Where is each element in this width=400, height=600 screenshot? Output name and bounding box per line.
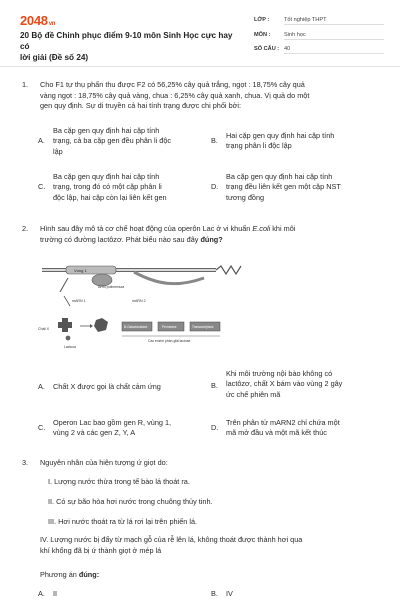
figure-lactose-label: Lactoza	[64, 345, 76, 349]
q3-option-b[interactable]: B. IV	[211, 589, 233, 598]
q1-option-b[interactable]: B. Hai cặp gen quy định hai cặp tính trạng phân li độc lập	[211, 131, 335, 151]
statement-item: IV. Lượng nước bị đẩy từ mạch gỗ của rễ lên lá, không thoát được thành hơi qua khí khổng đã bị ứ thành giọt ở mép lá	[40, 535, 303, 555]
document-header	[0, 0, 400, 64]
q1-option-a[interactable]: A. Ba cặp gen quy định hai cặp tính trạng, cả ba cặp gen đều phân li độc lập	[38, 126, 172, 156]
lac-operon-figure	[36, 258, 252, 358]
q3-option-a[interactable]: A. II	[38, 589, 58, 598]
figure-mrna2-label: mARN 2	[132, 299, 146, 303]
figure-substance-x-label: Chất X	[38, 327, 49, 331]
answer-prompt: Phương án đúng:	[40, 570, 100, 579]
figure-gene-y-label: Permease	[162, 325, 177, 329]
q1-option-d[interactable]: D. Ba cặp gen quy định hai cặp tính trạng đều liên kết gen một cặp NST tương đồng	[211, 172, 341, 202]
question-1	[22, 80, 392, 120]
question-2	[22, 224, 392, 248]
q2-option-b[interactable]: B. Khi môi trường nội bào không có lactôzơ, chất X bám vào vùng 2 gây ức chế phiên mã	[211, 369, 343, 399]
q2-option-d[interactable]: D. Trên phân tử mARN2 chỉ chứa một mã mở đầu và một mã kết thúc	[211, 418, 340, 438]
figure-gene-a-label: Transacetylase	[192, 325, 214, 329]
figure-gene-z-label: B-Galactosidase	[124, 325, 148, 329]
question-number: 3.	[22, 458, 29, 467]
figure-caption: Các enzim phân giải lactose	[148, 339, 191, 343]
q2-option-c[interactable]: C. Operon Lac bao gồm gen R, vùng 1, vùng 2 và các gen Z, Y, A	[38, 418, 172, 438]
meta-question-count: SỐ CÂU : 40	[254, 46, 384, 54]
header-divider	[0, 66, 400, 67]
q2-option-a[interactable]: A. Chất X được gọi là chất cảm ứng	[38, 382, 161, 391]
figure-region-label: Vùng 1	[74, 268, 87, 273]
question-number: 2.	[22, 224, 29, 233]
document-title: 20 Bộ đề Chinh phục điểm 9-10 môn Sinh Học cực hay có lời giải (Đề số 24)	[20, 31, 233, 62]
meta-grade: LỚP : Tốt nghiệp THPT	[254, 17, 384, 25]
statement-item: I. Lượng nước thừa trong tế bào lá thoát ra.	[48, 477, 190, 486]
figure-rna-polymerase-label: ARN polimeraza	[98, 285, 125, 289]
figure-mrna1-label: mARN 1	[72, 299, 86, 303]
q1-option-c[interactable]: C. Ba cặp gen quy định hai cặp tính trạng, trong đó có một cặp phân li độc lập, hai cặp còn lại liên kết gen	[38, 172, 167, 202]
statement-item: III. Hơi nước thoát ra từ lá rơi lại trên phiến lá.	[48, 517, 198, 526]
question-text: Hình sau đây mô tả cơ chế hoạt động của operôn Lac ở vi khuẩn E.coli khi môi trường có đường lactôzơ. Phát biểu nào sau đây đúng?	[40, 224, 296, 244]
question-text: Nguyên nhân của hiện tượng ứ giọt do:	[40, 458, 168, 467]
question-text: Cho F1 tự thụ phấn thu được F2 có 56,25% cây quả trắng, ngọt : 18,75% cây quả vàng ngọt : 18,75% cây quả vàng, chua : 6,25% cây quả xanh, chua. Vị quả do một gen quy định. Sự di truyền cả hai tính trạng được chi phối bởi:	[40, 80, 310, 111]
question-3	[22, 458, 392, 470]
question-number: 1.	[22, 80, 29, 89]
site-logo[interactable]: 2048vn	[20, 13, 56, 28]
statement-item: II. Có sự bão hòa hơi nước trong chuông thủy tinh.	[48, 497, 213, 506]
meta-subject: MÔN : Sinh học	[254, 32, 384, 40]
